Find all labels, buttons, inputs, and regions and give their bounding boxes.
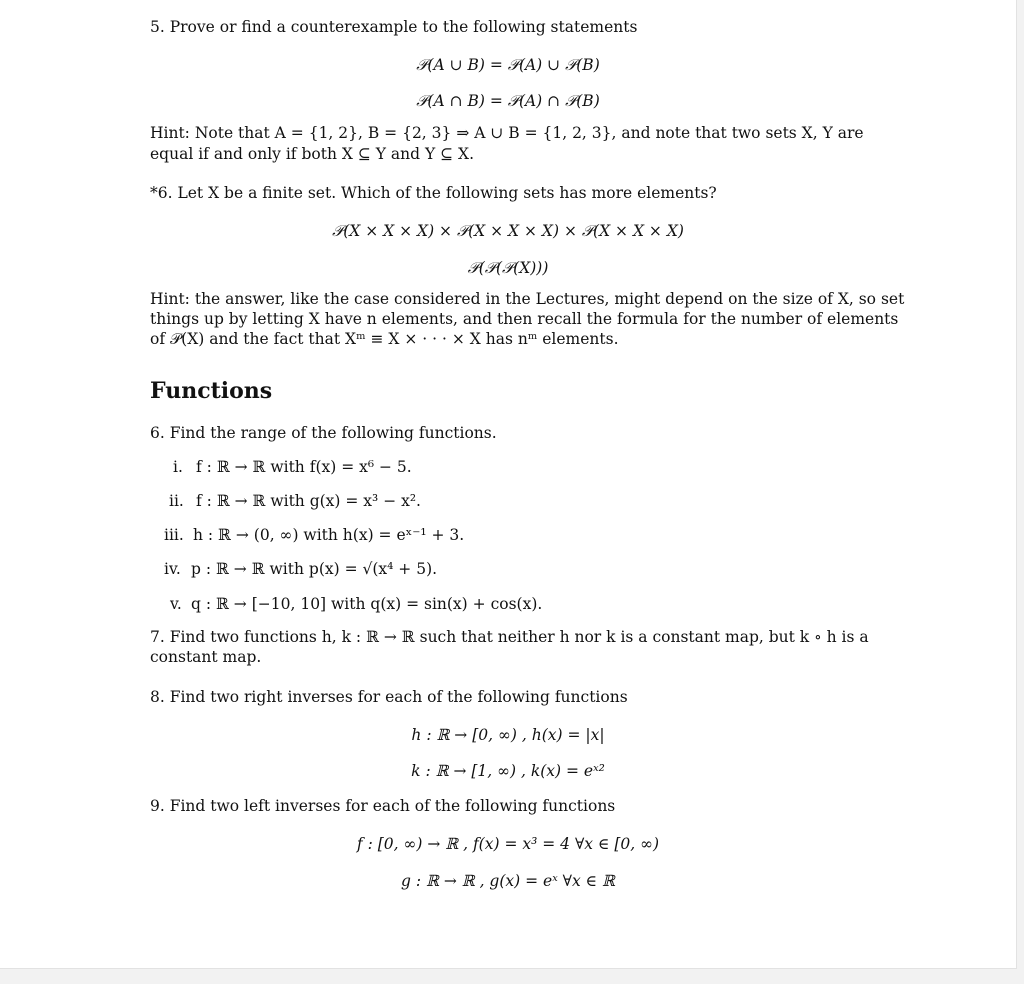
q6star-hint-line-3: of 𝒫(X) and the fact that Xᵐ ≡ X × · · · × X has nᵐ elements. [150,330,619,348]
q9-equation-g: g : ℝ → ℝ , g(x) = eˣ ∀x ∈ ℝ [401,872,615,890]
q7-line-2: constant map. [150,648,262,666]
q5-hint-line-2: equal if and only if both X ⊆ Y and Y ⊆ X. [150,145,475,163]
q9-title: 9. Find two left inverses for each of the following functions [150,797,616,815]
q5-equation-intersection: 𝒫(A ∩ B) = 𝒫(A) ∩ 𝒫(B) [416,92,600,110]
q6-item-num: ii. [169,492,184,510]
q6-item-text: h : ℝ → (0, ∞) with h(x) = eˣ⁻¹ + 3. [193,526,465,544]
q6-item-text: f : ℝ → ℝ with f(x) = x⁶ − 5. [196,458,412,476]
q5-hint-line-1: Hint: Note that A = {1, 2}, B = {2, 3} ⇒ A ∪ B = {1, 2, 3}, and note that two sets X, Y are [150,124,864,142]
q6star-title: *6. Let X be a finite set. Which of the following sets has more elements? [150,184,717,202]
q6-item-text: f : ℝ → ℝ with g(x) = x³ − x². [196,492,421,510]
section-heading-functions: Functions [150,378,273,404]
q6star-equation-product: 𝒫(X × X × X) × 𝒫(X × X × X) × 𝒫(X × X × X) [332,222,684,240]
q6-item-num: iii. [164,526,184,544]
q6-item-num: v. [170,595,182,613]
q8-equation-h: h : ℝ → [0, ∞) , h(x) = |x| [411,726,605,744]
q6star-hint-line-1: Hint: the answer, like the case considered in the Lectures, might depend on the size of X, so set [150,290,905,308]
q8-title: 8. Find two right inverses for each of the following functions [150,688,628,706]
q9-equation-f: f : [0, ∞) → ℝ , f(x) = x³ = 4 ∀x ∈ [0, ∞) [356,835,660,853]
q6-item-text: q : ℝ → [−10, 10] with q(x) = sin(x) + cos(x). [191,595,543,613]
q6-title: 6. Find the range of the following functions. [150,424,497,442]
q6star-equation-powerset: 𝒫(𝒫(𝒫(X))) [467,259,549,277]
q8-equation-k: k : ℝ → [1, ∞) , k(x) = eˣ² [411,762,605,780]
q6star-hint-line-2: things up by letting X have n elements, and then recall the formula for the number of elements [150,310,899,328]
q5-title: 5. Prove or find a counterexample to the following statements [150,18,638,36]
q6-item-num: iv. [164,560,181,578]
q6-item-text: p : ℝ → ℝ with p(x) = √(x⁴ + 5). [191,560,438,578]
q7-line-1: 7. Find two functions h, k : ℝ → ℝ such that neither h nor k is a constant map, but k ∘ h is a [150,628,869,646]
q5-equation-union: 𝒫(A ∪ B) = 𝒫(A) ∪ 𝒫(B) [416,56,600,74]
q6-item-num: i. [173,458,183,476]
